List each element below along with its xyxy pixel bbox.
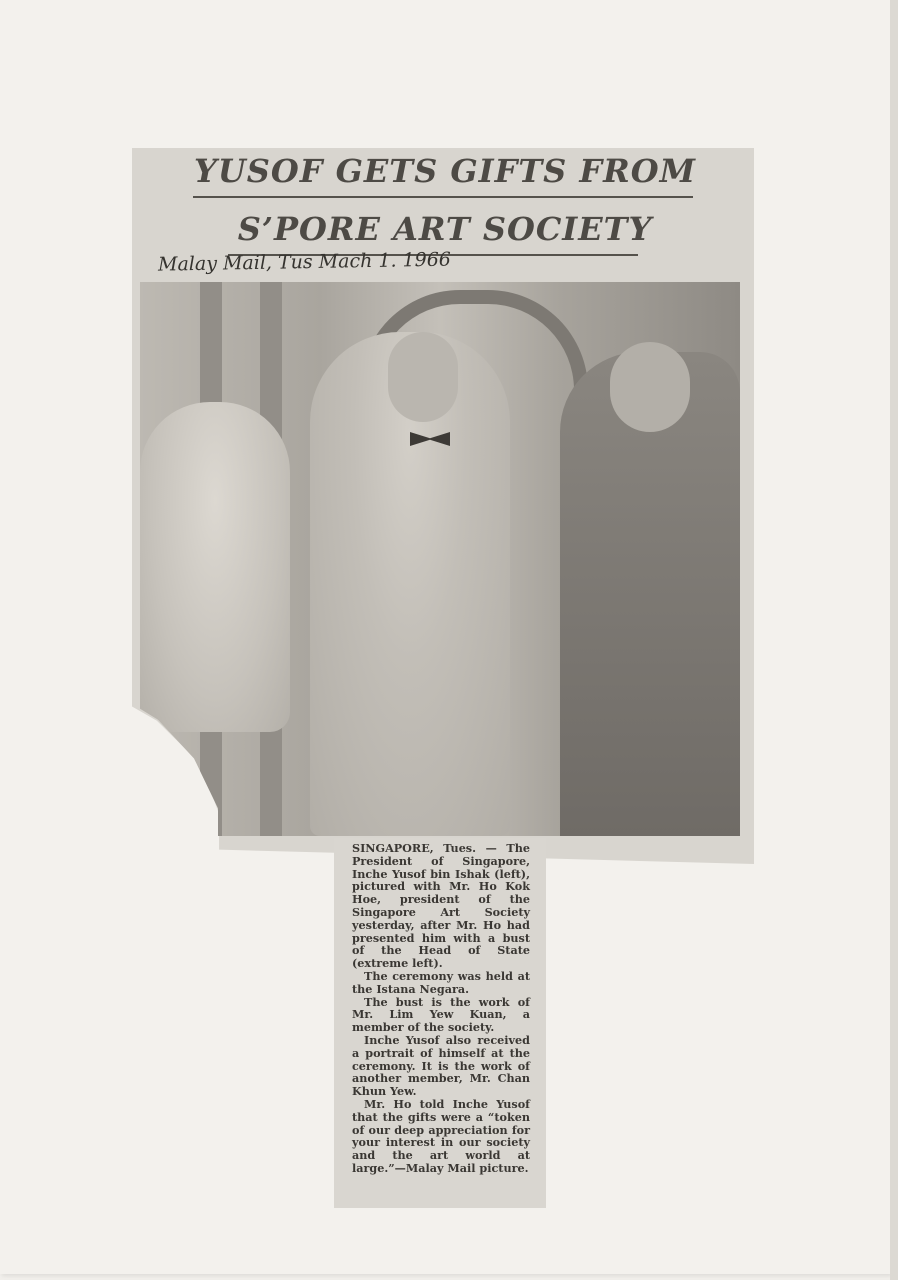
headline-rule bbox=[193, 196, 693, 198]
photo-bust-sculpture bbox=[140, 402, 290, 732]
caption-paragraph: SINGAPORE, Tues. — The President of Singapore, Inche Yusof bin Ishak (left), pictured with Mr. Ho Kok Hoe, president of the Singapore Art Society yesterday, after Mr. Ho had presented him with a bust of the Head of State (extreme left). bbox=[352, 841, 530, 971]
caption-paragraph: Inche Yusof also received a portrait of himself at the ceremony. It is the work of another member, Mr. Chan Khun Yew. bbox=[352, 1032, 530, 1099]
photo-head-ho bbox=[610, 342, 690, 432]
photo-head-president bbox=[388, 332, 458, 422]
caption-text bbox=[352, 842, 530, 1175]
news-photograph bbox=[140, 282, 740, 836]
caption-paragraph: The ceremony was held at the Istana Negara. bbox=[352, 968, 530, 996]
caption-paragraph: The bust is the work of Mr. Lim Yew Kuan, a member of the society. bbox=[352, 994, 530, 1035]
handwritten-date-note: Malay Mail, Tus Mach 1. 1966 bbox=[157, 248, 452, 276]
page-edge bbox=[890, 0, 898, 1280]
headline-line-2: S’PORE ART SOCIETY bbox=[237, 210, 653, 248]
headline-line-1: YUSOF GETS GIFTS FROM bbox=[193, 152, 697, 190]
caption-paragraph: Mr. Ho told Inche Yusof that the gifts were a “token of our deep appreciation for your interest in our society and the art world at large.”—Malay Mail picture. bbox=[352, 1096, 530, 1175]
